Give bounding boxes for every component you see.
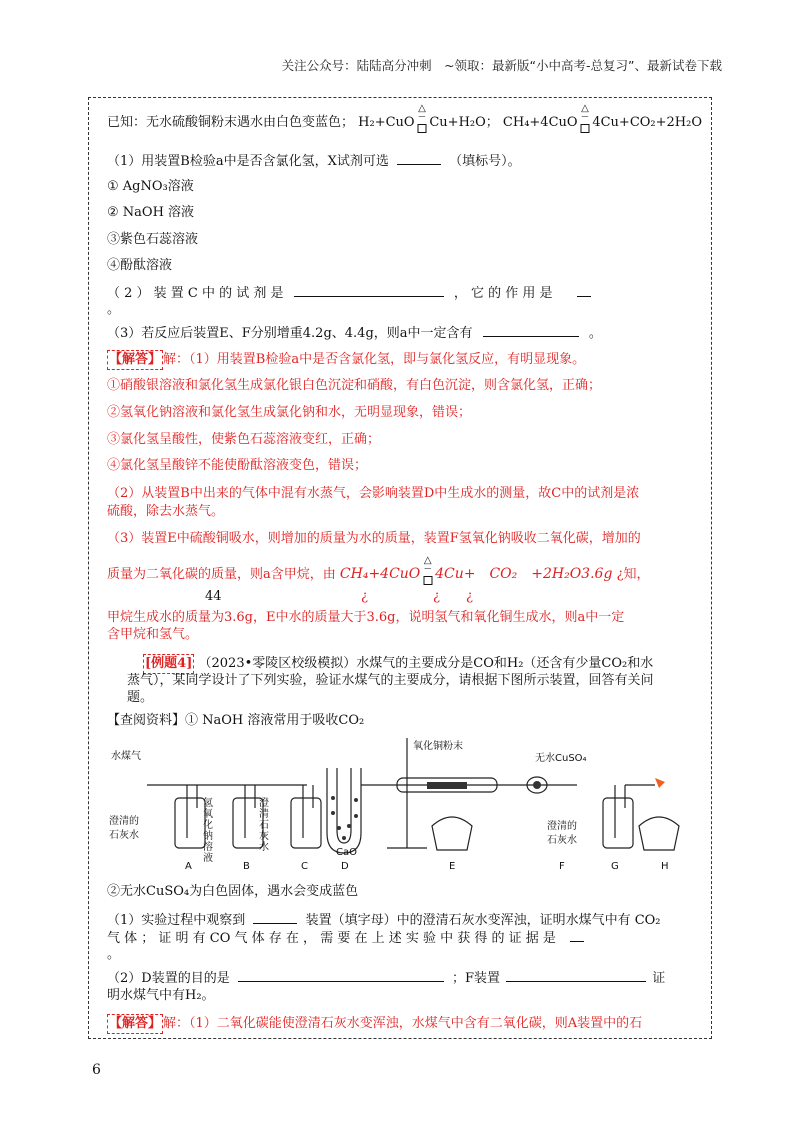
label-cao: CaO: [336, 847, 357, 858]
final-answer-tag: 【解答】: [107, 1014, 163, 1034]
content-frame: [88, 97, 712, 1039]
option-3: ③紫色石蕊溶液: [107, 232, 199, 247]
label-e: E: [449, 861, 456, 872]
question-3-end: 。: [588, 326, 602, 341]
example-4-line-1: [107, 654, 653, 674]
part-2-text-b: ；F装置: [451, 971, 501, 986]
answer-tag: 【解答】: [107, 350, 163, 370]
answer-line-8: （3）装置E中硫酸铜吸水，则增加的质量为水的质量，装置F氢氧化钠吸收二氧化碳，增加的: [107, 531, 641, 546]
answer-line-4: ③氯化氢呈酸性，使紫色石蕊溶液变红，正确；: [107, 432, 381, 447]
reaction-2-products: 4Cu+CO₂+2H₂O: [592, 115, 703, 130]
answer-blank-3[interactable]: [577, 284, 591, 297]
question-2-end: 。: [107, 302, 121, 317]
page-header: 关注公众号：陆陆高分冲刺 ~领取：最新版“小中高考-总复习”、最新试卷下载: [281, 58, 722, 73]
answer-line-7: 硫酸，除去水蒸气。: [107, 504, 225, 519]
apparatus-diagram: [107, 738, 687, 878]
equation-lhs: CH₄+4CuO: [339, 566, 421, 582]
reaction-2-condition: △ ‾: [582, 114, 589, 132]
question-3-text: （3）若反应后装置E、F分别增重4.2g、4.4g，则a中一定含有: [107, 326, 473, 341]
label-limewater-a: 澄清的: [109, 816, 139, 827]
answer-blank-6[interactable]: [570, 929, 584, 942]
part-2-line-1: [107, 969, 665, 988]
question-3: [107, 324, 602, 343]
answer-text-1: 解：（1）用装置B检验a中是否含氯化氢，即与氯化氢反应，有明显现象。: [163, 352, 586, 367]
part-1-text-c: 气 体 ； 证 明 有 CO 气 体 存 在 ， 需 要 在 上 述 实 验 中 获 得 的 证 据 是: [107, 931, 556, 946]
label-c: C: [301, 861, 308, 872]
equation-rhs: 4Cu+ CO₂ +2H₂O3.6g: [435, 566, 613, 582]
label-anhydrous-cuso4: 无水CuSO₄: [535, 753, 587, 764]
question-2: [107, 284, 697, 303]
label-naoh: 氢氧化钠溶液: [203, 798, 213, 864]
example-4-line-3: 题。: [127, 690, 154, 705]
example-tag: [例题4]: [143, 654, 194, 674]
answer-line-2: ①硝酸银溶液和氯化氢生成氯化银白色沉淀和硝酸，有白色沉淀，则含氯化氢，正确；: [107, 378, 602, 393]
part-1-text-b: 装置（填字母）中的澄清石灰水变浑浊，证明水煤气中有 CO₂: [305, 913, 661, 928]
final-answer-text: 解：（1）二氧化碳能使澄清石灰水变浑浊，水煤气中含有二氧化碳，则A装置中的石: [163, 1016, 643, 1031]
example-4-text-1: （2023•零陵区校级模拟）水煤气的主要成分是CO和H₂（还含有少量CO₂和水: [198, 656, 654, 671]
label-copper-oxide: 氧化铜粉末: [413, 741, 463, 752]
delta-symbol: △: [418, 103, 426, 114]
answer-line-6: （2）从装置B中出来的气体中混有水蒸气，会影响装置D中生成水的测量，故C中的试剂是浓: [107, 486, 640, 501]
label-limewater-g: 澄清的: [547, 821, 577, 832]
example-4-line-2: 蒸气），某同学设计了下列实验，验证水煤气的主要成分，请根据下图所示装置，回答有关问: [127, 673, 654, 688]
answer-line-9: [107, 555, 650, 584]
answer-blank-2[interactable]: [294, 284, 444, 297]
part-2-line-2: 明水煤气中有H₂。: [107, 988, 215, 1003]
equation-condition: △ ‾: [424, 566, 431, 584]
part-2-text-c: 证: [652, 971, 666, 986]
label-b: B: [243, 861, 250, 872]
label-g: G: [611, 861, 619, 872]
reaction-1-condition: △ ‾: [419, 114, 426, 132]
label-limewater-a-2: 石灰水: [109, 830, 139, 841]
part-2-text-a: （2）D装置的目的是: [107, 971, 230, 986]
reaction-1: H₂+CuO: [358, 115, 415, 130]
label-a: A: [185, 861, 192, 872]
part-1-end: 。: [107, 947, 121, 962]
known-line: [107, 103, 703, 132]
reaction-2: CH₄+4CuO: [502, 115, 578, 130]
page-number: 6: [92, 1062, 101, 1078]
question-2-text: （ 2 ） 装 置 C 中 的 试 剂 是: [107, 286, 284, 301]
delta-symbol-2: △: [581, 103, 589, 114]
answer-line-3: ②氢氧化钠溶液和氯化氢生成氯化钠和水，无明显现象，错误；: [107, 405, 472, 420]
final-answer-line: [107, 1014, 642, 1034]
answer-blank-4[interactable]: [483, 324, 579, 337]
answer-text-9: 质量为二氧化碳的质量，则a含甲烷，由: [107, 567, 336, 582]
known-prefix: 已知：无水硫酸铜粉末遇水由白色变蓝色；: [107, 115, 355, 130]
question-1: [107, 152, 521, 171]
question-1-text: （1）用装置B检验a中是否含氯化氢，X试剂可选: [107, 154, 389, 169]
option-4: ④酚酞溶液: [107, 258, 173, 273]
label-f: F: [559, 861, 565, 872]
equation-delta: △: [423, 555, 432, 566]
answer-blank-8[interactable]: [506, 969, 646, 982]
label-limewater-c: 澄清石灰水: [259, 798, 269, 853]
equation-tail: ¿知，: [616, 567, 650, 582]
answer-blank-7[interactable]: [238, 969, 444, 982]
reference-info-2: ②无水CuSO₄为白色固体，遇水会变成蓝色: [107, 884, 359, 899]
answer-line-1: [107, 350, 585, 370]
answer-blank-1[interactable]: [397, 152, 441, 165]
answer-line-11: 含甲烷和氢气。: [107, 627, 199, 642]
equation-44: 44: [205, 589, 222, 604]
part-1-line-2: [107, 929, 697, 948]
equation-inverted: ¿ ¿ ¿: [361, 589, 473, 604]
reference-info-1: 【查阅资料】① NaOH 溶液常用于吸收CO₂: [107, 713, 365, 728]
label-water-gas: 水煤气: [111, 751, 141, 762]
option-2: ② NaOH 溶液: [107, 205, 195, 220]
answer-line-5: ④氯化氢呈酸锌不能使酚酞溶液变色，错误；: [107, 458, 368, 473]
part-1-text-a: （1）实验过程中观察到: [107, 913, 246, 928]
label-limewater-g-2: 石灰水: [547, 835, 577, 846]
label-d: D: [341, 861, 349, 872]
reaction-1-products: Cu+H₂O；: [429, 115, 499, 130]
answer-blank-5[interactable]: [253, 911, 297, 924]
part-1-line-1: [107, 911, 661, 930]
answer-line-10: 甲烷生成水的质量为3.6g，E中水的质量大于3.6g，说明氢气和氧化铜生成水，则a中一定: [107, 610, 625, 625]
label-h: H: [661, 861, 669, 872]
question-2-text-b: ， 它 的 作 用 是: [453, 286, 553, 301]
option-1: ① AgNO₃溶液: [107, 179, 194, 194]
question-1-tail: （填标号）。: [449, 154, 521, 169]
